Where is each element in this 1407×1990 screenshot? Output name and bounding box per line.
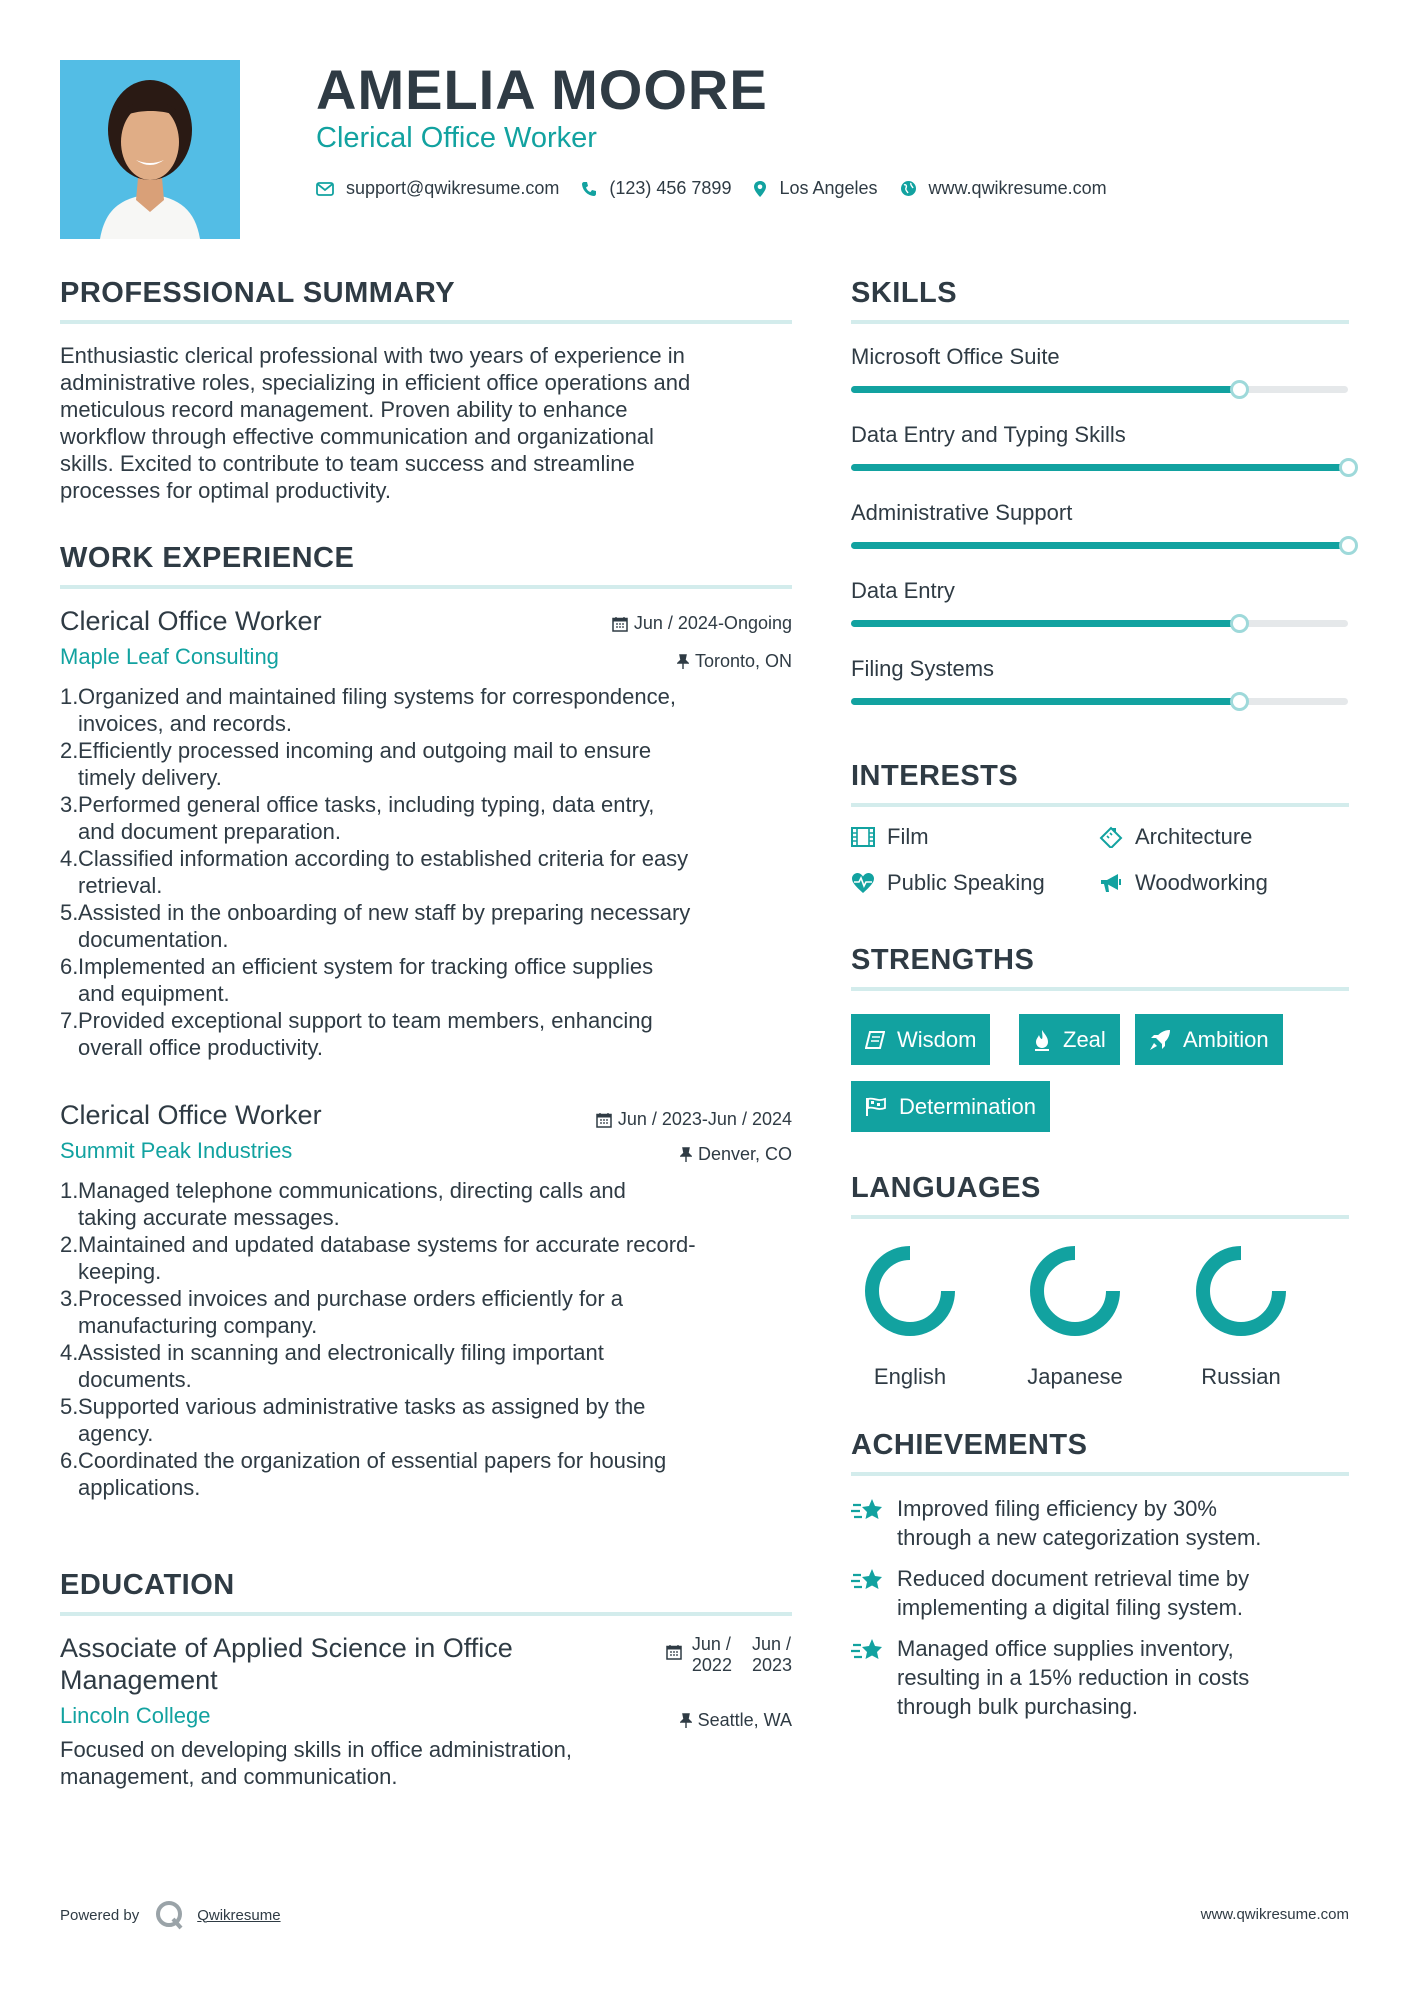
summary-heading: PROFESSIONAL SUMMARY xyxy=(60,277,456,309)
list-item xyxy=(60,899,792,953)
summary-line: skills. Excited to contribute to team success and streamline xyxy=(60,451,635,476)
footer-powered-by xyxy=(60,1900,281,1930)
skill-bar-fill xyxy=(851,464,1348,471)
summary-line: workflow through effective communication and organizational xyxy=(60,424,654,449)
list-item xyxy=(60,683,792,737)
skill-slider-knob[interactable] xyxy=(1230,614,1249,633)
job-bullets xyxy=(60,1177,792,1501)
summary-line: Enthusiastic clerical professional with two years of experience in xyxy=(60,343,685,368)
summary-line: processes for optimal productivity. xyxy=(60,478,391,503)
candidate-role: Clerical Office Worker xyxy=(316,122,597,154)
bullet-text: Coordinated the organization of essential papers for housing xyxy=(78,1448,667,1473)
skills-heading: SKILLS xyxy=(851,277,958,309)
bullet-number: 4. xyxy=(60,1340,79,1365)
skill-slider-knob[interactable] xyxy=(1339,458,1358,477)
languages-section xyxy=(851,1171,1349,1219)
company-name: Maple Leaf Consulting xyxy=(60,644,279,669)
job-bullets xyxy=(60,683,792,1061)
bullet-number: 2. xyxy=(60,1232,79,1257)
education-description xyxy=(60,1736,792,1790)
bullet-text: Implemented an efficient system for tracking office supplies xyxy=(78,954,654,979)
language-label: English xyxy=(873,1364,947,1389)
bullet-text: keeping. xyxy=(78,1259,162,1284)
list-item xyxy=(60,1393,792,1447)
achievement-item xyxy=(851,1634,1349,1721)
strengths-section xyxy=(851,943,1349,991)
list-item xyxy=(60,737,792,791)
bullet-text: and equipment. xyxy=(78,981,230,1006)
bullet-number: 6. xyxy=(60,954,79,979)
job-dates-text: Jun / 2024-Ongoing xyxy=(633,613,792,633)
strength-badge xyxy=(1135,1014,1283,1065)
strength-label: Wisdom xyxy=(897,1026,977,1052)
brand-link[interactable]: Qwikresume xyxy=(197,1906,281,1924)
section-divider xyxy=(60,1612,792,1616)
achievement-line: through a new categorization system. xyxy=(897,1525,1262,1550)
rocket-icon xyxy=(1149,1029,1171,1051)
bullet-text: agency. xyxy=(78,1421,154,1446)
language-label: Japanese xyxy=(1027,1364,1123,1389)
skill-label: Microsoft Office Suite xyxy=(851,344,1060,369)
heartbeat-icon xyxy=(851,872,875,894)
bullet-text: applications. xyxy=(78,1475,201,1500)
list-item xyxy=(60,845,792,899)
interest-label: Woodworking xyxy=(1135,870,1268,895)
bullet-text: Provided exceptional support to team members, enhancing xyxy=(78,1008,653,1033)
bullet-number: 5. xyxy=(60,900,79,925)
contact-website-text: www.qwikresume.com xyxy=(928,178,1107,198)
language-arc xyxy=(1203,1253,1279,1329)
megaphone-icon xyxy=(1099,872,1123,894)
language-label: Russian xyxy=(1201,1364,1281,1389)
list-item xyxy=(60,1447,792,1501)
achievements-section xyxy=(851,1428,1349,1476)
experience-heading: WORK EXPERIENCE xyxy=(60,542,355,574)
section-divider xyxy=(851,803,1349,807)
pin-icon xyxy=(677,654,689,670)
strength-label: Determination xyxy=(899,1093,1036,1119)
map-pin-icon xyxy=(753,180,767,198)
strength-label: Ambition xyxy=(1183,1026,1269,1052)
experience-section xyxy=(60,541,792,589)
achievement-item xyxy=(851,1494,1349,1552)
education-section xyxy=(60,1568,792,1616)
skill-bar-fill xyxy=(851,386,1239,393)
language-proficiency-ring xyxy=(1193,1243,1289,1339)
skill-item xyxy=(851,500,1349,526)
language-item xyxy=(1000,1243,1150,1390)
summary-section xyxy=(60,276,792,504)
list-item xyxy=(60,953,792,1007)
achievement-line: through bulk purchasing. xyxy=(897,1694,1138,1719)
education-entry xyxy=(60,1632,792,1790)
bullet-text: Performed general office tasks, including typing, data entry, xyxy=(78,792,655,817)
job-dates-text: Jun / 2023-Jun / 2024 xyxy=(617,1109,792,1129)
education-start xyxy=(692,1634,732,1676)
skill-slider-knob[interactable] xyxy=(1230,692,1249,711)
job-location-text: Denver, CO xyxy=(697,1144,792,1164)
job-title: Clerical Office Worker xyxy=(60,1100,322,1130)
education-end xyxy=(752,1634,792,1676)
bullet-number: 1. xyxy=(60,684,79,709)
bullet-text: taking accurate messages. xyxy=(78,1205,340,1230)
job-title: Clerical Office Worker xyxy=(60,606,322,636)
bullet-number: 7. xyxy=(60,1008,79,1033)
bullet-number: 2. xyxy=(60,738,79,763)
bullet-text: documentation. xyxy=(78,927,229,952)
interest-item xyxy=(1099,824,1252,850)
language-proficiency-ring xyxy=(862,1243,958,1339)
section-divider xyxy=(851,1472,1349,1476)
skill-bar-fill xyxy=(851,698,1239,705)
skill-item xyxy=(851,578,1349,604)
list-item xyxy=(60,1007,792,1061)
bullet-number: 3. xyxy=(60,1286,79,1311)
list-item xyxy=(60,1339,792,1393)
bullet-number: 4. xyxy=(60,846,79,871)
bullet-text: Efficiently processed incoming and outgoing mail to ensure xyxy=(78,738,652,763)
skill-item xyxy=(851,656,1349,682)
film-icon xyxy=(851,827,875,847)
list-item xyxy=(60,791,792,845)
skill-label: Administrative Support xyxy=(851,500,1073,525)
job-entry xyxy=(60,1099,792,1501)
bullet-text: Supported various administrative tasks as assigned by the xyxy=(78,1394,646,1419)
calendar-icon xyxy=(596,1112,612,1128)
strength-label: Zeal xyxy=(1063,1026,1106,1052)
globe-icon xyxy=(900,180,917,197)
contact-location xyxy=(753,178,877,199)
bullet-text: and document preparation. xyxy=(78,819,341,844)
list-item xyxy=(60,1285,792,1339)
date-part: 2023 xyxy=(751,1655,792,1675)
section-divider xyxy=(60,320,792,324)
contact-email[interactable] xyxy=(316,178,559,199)
section-divider xyxy=(60,585,792,589)
degree-line: Management xyxy=(60,1665,218,1695)
achievement-text xyxy=(897,1494,1261,1552)
candidate-name: AMELIA MOORE xyxy=(316,58,768,121)
skill-bar-fill xyxy=(851,620,1239,627)
bullet-text: Classified information according to established criteria for easy xyxy=(78,846,689,871)
achievement-text xyxy=(897,1634,1249,1721)
degree-line: Associate of Applied Science in Office xyxy=(60,1633,513,1663)
achievements-heading: ACHIEVEMENTS xyxy=(851,1429,1088,1461)
section-divider xyxy=(851,1215,1349,1219)
date-part: 2022 xyxy=(691,1655,732,1675)
bullet-number: 6. xyxy=(60,1448,79,1473)
school-name: Lincoln College xyxy=(60,1703,211,1728)
skills-section xyxy=(851,276,1349,324)
job-entry xyxy=(60,605,792,1061)
book-icon xyxy=(865,1031,885,1049)
language-proficiency-ring xyxy=(1027,1243,1123,1339)
profile-photo xyxy=(60,60,240,239)
achievement-item xyxy=(851,1564,1349,1622)
strength-badge xyxy=(851,1081,1050,1132)
interest-label: Film xyxy=(887,824,929,849)
summary-line: meticulous record management. Proven ability to enhance xyxy=(60,397,628,422)
shooting-star-icon xyxy=(851,1496,885,1524)
degree-title xyxy=(60,1632,620,1696)
bullet-text: documents. xyxy=(78,1367,192,1392)
language-item xyxy=(1166,1243,1316,1390)
achievement-line: resulting in a 15% reduction in costs xyxy=(897,1665,1250,1690)
interests-heading: INTERESTS xyxy=(851,760,1019,792)
skill-slider-knob[interactable] xyxy=(1339,536,1358,555)
ruler-pencil-icon xyxy=(1099,826,1123,848)
pin-icon xyxy=(680,1147,692,1163)
language-item xyxy=(835,1243,985,1390)
date-part: Jun / xyxy=(691,1634,731,1654)
description-line: management, and communication. xyxy=(60,1764,398,1789)
date-part: Jun / xyxy=(751,1634,791,1654)
bullet-text: invoices, and records. xyxy=(78,711,292,736)
language-arc xyxy=(1037,1253,1113,1329)
section-divider xyxy=(851,320,1349,324)
list-item xyxy=(60,1231,792,1285)
shooting-star-icon xyxy=(851,1636,885,1664)
bullet-text: Managed telephone communications, directing calls and xyxy=(78,1178,626,1203)
skill-label: Filing Systems xyxy=(851,656,995,681)
summary-text xyxy=(60,342,792,504)
skill-label: Data Entry xyxy=(851,578,955,603)
contact-email-text: support@qwikresume.com xyxy=(346,178,560,198)
skill-bar-fill xyxy=(851,542,1348,549)
interest-item xyxy=(851,824,929,850)
job-dates xyxy=(612,613,792,634)
contact-location-text: Los Angeles xyxy=(779,178,878,198)
flag-icon xyxy=(865,1097,887,1117)
bullet-text: retrieval. xyxy=(78,873,163,898)
list-item xyxy=(60,1177,792,1231)
contact-bar xyxy=(316,178,1129,199)
calendar-icon xyxy=(612,616,628,632)
strengths-heading: STRENGTHS xyxy=(851,944,1035,976)
fire-icon xyxy=(1033,1029,1051,1051)
bullet-number: 5. xyxy=(60,1394,79,1419)
pin-icon xyxy=(680,1713,692,1729)
summary-line: administrative roles, specializing in efficient office operations and xyxy=(60,370,691,395)
shooting-star-icon xyxy=(851,1566,885,1594)
qwikresume-logo-icon xyxy=(153,1900,187,1930)
bullet-text: Maintained and updated database systems for accurate record- xyxy=(78,1232,696,1257)
contact-website[interactable] xyxy=(900,178,1107,199)
achievement-line: implementing a digital filing system. xyxy=(897,1595,1244,1620)
company-name: Summit Peak Industries xyxy=(60,1138,293,1163)
strength-badge xyxy=(851,1014,990,1065)
achievement-line: Improved filing efficiency by 30% xyxy=(897,1496,1217,1521)
contact-phone[interactable] xyxy=(581,178,731,199)
achievement-line: Reduced document retrieval time by xyxy=(897,1566,1250,1591)
job-dates xyxy=(596,1109,792,1130)
bullet-number: 1. xyxy=(60,1178,79,1203)
contact-phone-text: (123) 456 7899 xyxy=(609,178,732,198)
achievement-line: Managed office supplies inventory, xyxy=(897,1636,1234,1661)
bullet-text: Assisted in the onboarding of new staff by preparing necessary xyxy=(78,900,691,925)
job-location xyxy=(677,651,792,672)
bullet-number: 3. xyxy=(60,792,79,817)
phone-icon xyxy=(581,181,597,197)
skill-item xyxy=(851,344,1349,370)
achievement-text xyxy=(897,1564,1249,1622)
bullet-text: overall office productivity. xyxy=(78,1035,323,1060)
education-location-text: Seattle, WA xyxy=(697,1710,792,1730)
interests-section xyxy=(851,759,1349,807)
interest-item xyxy=(1099,870,1268,896)
bullet-text: Processed invoices and purchase orders efficiently for a xyxy=(78,1286,623,1311)
calendar-icon xyxy=(666,1644,682,1660)
job-location xyxy=(680,1144,792,1165)
interest-label: Public Speaking xyxy=(887,870,1045,895)
skill-label: Data Entry and Typing Skills xyxy=(851,422,1126,447)
language-arc xyxy=(872,1253,948,1329)
strength-badge xyxy=(1019,1014,1120,1065)
skill-item xyxy=(851,422,1349,448)
skill-slider-knob[interactable] xyxy=(1230,380,1249,399)
footer-website-link[interactable]: www.qwikresume.com xyxy=(1200,1906,1349,1923)
bullet-text: manufacturing company. xyxy=(78,1313,318,1338)
envelope-icon xyxy=(316,182,334,196)
bullet-text: timely delivery. xyxy=(78,765,222,790)
interest-label: Architecture xyxy=(1135,824,1253,849)
education-heading: EDUCATION xyxy=(60,1569,235,1601)
section-divider xyxy=(851,987,1349,991)
education-dates xyxy=(666,1634,792,1676)
powered-by-text: Powered by xyxy=(60,1906,140,1924)
languages-heading: LANGUAGES xyxy=(851,1172,1041,1204)
bullet-text: Assisted in scanning and electronically filing important xyxy=(78,1340,604,1365)
job-location-text: Toronto, ON xyxy=(694,651,792,671)
description-line: Focused on developing skills in office administration, xyxy=(60,1737,572,1762)
bullet-text: Organized and maintained filing systems for correspondence, xyxy=(78,684,676,709)
education-location xyxy=(680,1710,792,1731)
interest-item xyxy=(851,870,1045,896)
